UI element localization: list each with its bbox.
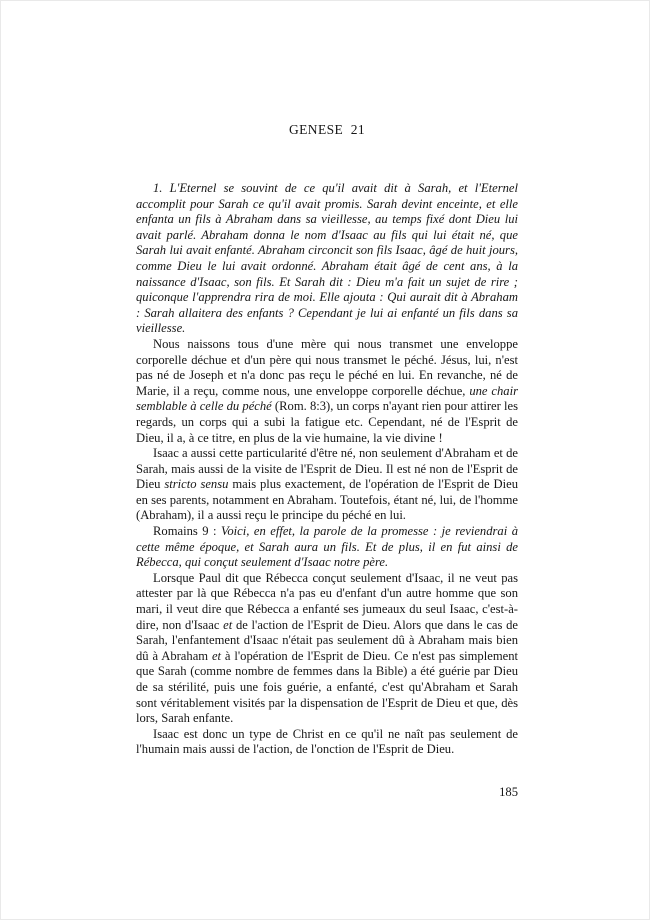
text-run: Isaac est donc un type de Christ en ce qu'il ne naît pas seulement de l'humain mais aussi de l'action, de l'onction de l'Esprit de Dieu. — [136, 726, 518, 757]
paragraph — [136, 446, 518, 524]
text-run-italic: et — [211, 648, 222, 663]
text-run: de l'action de l'Esprit de Dieu. Alors que dans le cas de Sarah, l'enfantement d'Isaac n'était pas seulement dû à Abraham mais bien dû à Abraham — [136, 617, 519, 663]
text-run: à l'opération de l'Esprit de Dieu. Ce n'est pas simplement que Sarah (comme nombre de femmes dans la Bible) a été guérie par Dieu de sa stérilité, puis une fois guérie, a enfanté, c'est qu'Abraham et Sarah sont véritablement visités par la dispensation de l'Esprit de Dieu et que, dès lors, Sarah enfante. — [136, 648, 518, 726]
text-run: Romains 9 : — [153, 524, 222, 539]
text-run-italic: 1. L'Eternel se souvint de ce qu'il avait dit à Sarah, et l'Eternel accomplit pour Sarah ce qu'il avait promis. Sarah devint enceinte, et elle enfanta un fils à Abraham dans sa vieillesse, au temps fixé dont Dieu lui avait parlé. Abraham donna le nom d'Isaac au fils qui lui était né, que Sarah lui avait enfanté. Abraham circoncit son fils Isaac, âgé de huit jours, comme Dieu le lui avait ordonné. Abraham était âgé de cent ans, à la naissance d'Isaac, son fils. Et Sarah dit : Dieu m'a fait un sujet de rire ; quiconque l'apprendra rira de moi. Elle ajouta : Qui aurait dit à Abraham : Sarah allaitera des enfants ? Cependant je lui ai enfanté un fils dans sa vieillesse. — [136, 181, 518, 336]
page-number: 185 — [499, 784, 518, 799]
text-run: mais plus exactement, de l'opération de l'Esprit de Dieu en ses parents, notamment en Abraham. Toutefois, étant né, lui, de l'homme (Abraham), il a aussi reçu le principe du péché en lui. — [136, 477, 518, 523]
text-run: Lorsque Paul dit que Rébecca conçut seulement d'Isaac, il ne veut pas attester par là que Rébecca n'a pas eu d'enfant d'un autre homme que son mari, il veut dire que Rébecca a enfanté ses jumeaux du seul Isaac, c'est-à-dire, non d'Isaac — [136, 570, 518, 632]
text-run: (Rom. 8:3), un corps n'ayant rien pour attirer les regards, un corps qui a subi la fatigue etc. Cependant, né de l'Esprit de Dieu, il a, à ce titre, en plus de la vie humaine, la vie divine ! — [136, 399, 518, 445]
text-run-italic: Voici, en effet, la parole de la promesse : je reviendrai à cette même époque, et Sarah aura un fils. Et de plus, il en fut ainsi de Rébecca, qui conçut seulement d'Isaac notre père. — [136, 524, 518, 570]
text-run-italic: et — [223, 617, 233, 632]
paragraph — [136, 727, 518, 758]
paragraph — [136, 524, 518, 571]
paragraph — [136, 337, 518, 446]
page-heading: GENESE 21 — [289, 122, 365, 137]
text-run: Isaac a aussi cette particularité d'être né, non seulement d'Abraham et de Sarah, mais aussi de la visite de l'Esprit de Dieu. Il est né non de l'Esprit de Dieu — [136, 446, 518, 492]
text-run-italic: stricto sensu — [164, 477, 229, 492]
page-body — [136, 181, 518, 758]
text-column — [136, 122, 518, 800]
text-run-italic: une chair semblable à celle du péché — [136, 383, 518, 414]
paragraph — [136, 181, 518, 337]
text-run: Nous naissons tous d'une mère qui nous transmet une enveloppe corporelle déchue et d'un père qui nous transmet le péché. Jésus, lui, n'est pas né de Joseph et n'a donc pas reçu le péché en lui. En revanche, né de Marie, il a reçu, comme nous, une enveloppe corporelle déchue, — [136, 336, 518, 398]
paragraph — [136, 571, 518, 727]
